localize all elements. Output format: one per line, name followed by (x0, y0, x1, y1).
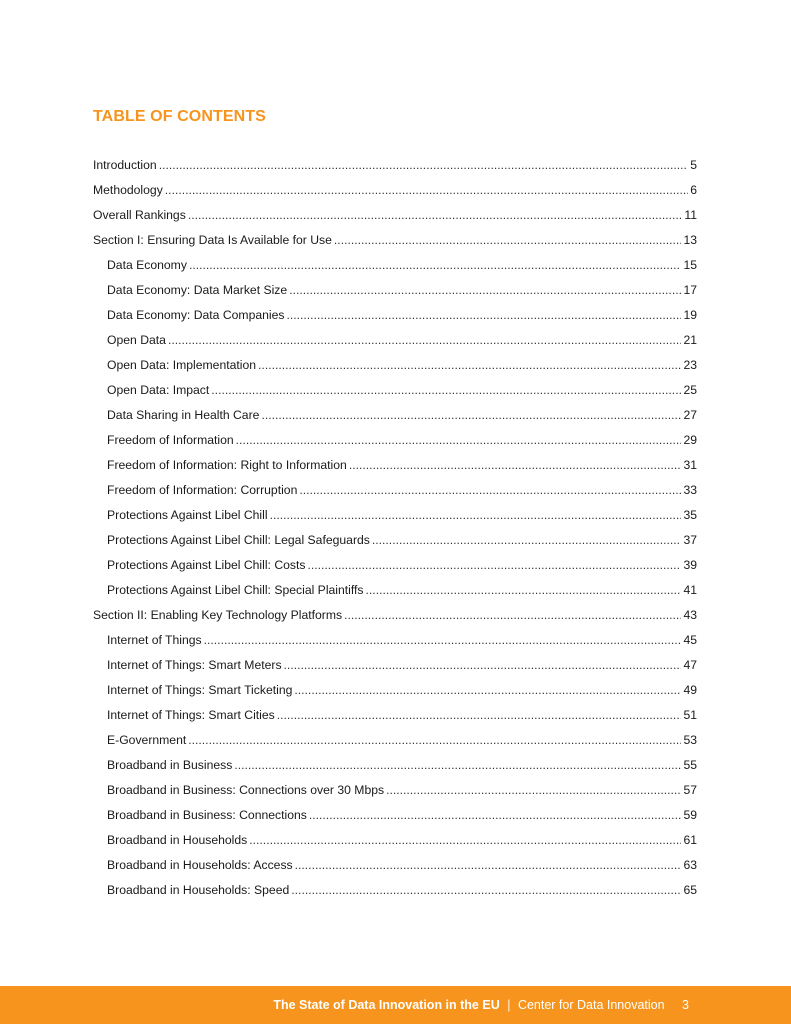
toc-entry[interactable] (93, 628, 697, 653)
toc-dot-leader (188, 203, 683, 228)
toc-dot-leader (270, 503, 682, 528)
toc-entry[interactable] (93, 278, 697, 303)
toc-entry-page: 29 (683, 433, 697, 447)
toc-entry-page: 25 (683, 383, 697, 397)
toc-entry-label: Open Data: Impact (107, 383, 210, 397)
toc-dot-leader (284, 653, 682, 678)
toc-entry[interactable] (93, 828, 697, 853)
toc-entry-label: Data Economy: Data Companies (107, 308, 285, 322)
footer-text (273, 986, 689, 1024)
toc-entry-label: Broadband in Households: Speed (107, 883, 290, 897)
toc-entry[interactable] (93, 728, 697, 753)
toc-entry-label: Protections Against Libel Chill: Special Plaintiffs (107, 583, 364, 597)
toc-entry[interactable] (93, 703, 697, 728)
toc-dot-leader (349, 453, 682, 478)
toc-dot-leader (211, 378, 681, 403)
toc-dot-leader (249, 828, 681, 853)
toc-entry-label: Broadband in Business (107, 758, 233, 772)
toc-entry-page: 39 (683, 558, 697, 572)
toc-entry-page: 41 (683, 583, 697, 597)
toc-entry[interactable] (93, 778, 697, 803)
toc-entry-page: 31 (683, 458, 697, 472)
toc-entry-label: Introduction (93, 158, 157, 172)
toc-entry[interactable] (93, 378, 697, 403)
toc-entry-label: Internet of Things: Smart Cities (107, 708, 275, 722)
toc-entry[interactable] (93, 428, 697, 453)
toc-entry-label: Freedom of Information: Right to Information (107, 458, 347, 472)
toc-dot-leader (168, 328, 681, 353)
toc-entry-page: 63 (683, 858, 697, 872)
toc-dot-leader (291, 878, 681, 903)
toc-entry-label: E-Government (107, 733, 187, 747)
toc-entry[interactable] (93, 328, 697, 353)
toc-entry-label: Data Economy (107, 258, 187, 272)
toc-entry[interactable] (93, 203, 697, 228)
toc-entry-label: Overall Rankings (93, 208, 186, 222)
toc-entry-page: 57 (683, 783, 697, 797)
toc-dot-leader (299, 478, 681, 503)
toc-entry-page: 19 (683, 308, 697, 322)
toc-entry[interactable] (93, 453, 697, 478)
toc-entry-page: 15 (683, 258, 697, 272)
toc-entry[interactable] (93, 353, 697, 378)
footer-page-number: 3 (682, 998, 689, 1012)
toc-entry[interactable] (93, 803, 697, 828)
toc-entry[interactable] (93, 578, 697, 603)
toc-dot-leader (189, 253, 682, 278)
toc-entry-label: Broadband in Households (107, 833, 248, 847)
toc-entry[interactable] (93, 178, 697, 203)
toc-dot-leader (386, 778, 681, 803)
toc-entry-page: 49 (683, 683, 697, 697)
toc-entry-page: 35 (683, 508, 697, 522)
toc-entry[interactable] (93, 653, 697, 678)
toc-dot-leader (309, 803, 682, 828)
toc-entry[interactable] (93, 503, 697, 528)
toc-dot-leader (277, 703, 682, 728)
footer-organization: Center for Data Innovation (517, 998, 665, 1012)
footer-separator: | (507, 998, 511, 1012)
toc-dot-leader (307, 553, 681, 578)
toc-entry-label: Broadband in Business: Connections (107, 808, 307, 822)
toc-entry-label: Freedom of Information (107, 433, 234, 447)
toc-entry-page: 5 (690, 158, 697, 172)
toc-dot-leader (344, 603, 681, 628)
toc-entry[interactable] (93, 403, 697, 428)
toc-entry[interactable] (93, 478, 697, 503)
toc-entry[interactable] (93, 528, 697, 553)
toc-entry-page: 23 (683, 358, 697, 372)
toc-entry[interactable] (93, 228, 697, 253)
toc-entry-page: 51 (683, 708, 697, 722)
toc-entry-label: Protections Against Libel Chill: Costs (107, 558, 306, 572)
toc-entry[interactable] (93, 303, 697, 328)
toc-entry[interactable] (93, 878, 697, 903)
toc-entry-label: Section II: Enabling Key Technology Platforms (93, 608, 343, 622)
toc-entry-page: 47 (683, 658, 697, 672)
toc-entry-label: Methodology (93, 183, 163, 197)
toc-list (93, 153, 697, 903)
toc-entry-page: 6 (690, 183, 697, 197)
toc-entry-label: Section I: Ensuring Data Is Available for Use (93, 233, 332, 247)
toc-entry-label: Data Sharing in Health Care (107, 408, 260, 422)
toc-entry-page: 43 (683, 608, 697, 622)
toc-dot-leader (294, 678, 681, 703)
toc-dot-leader (165, 178, 688, 203)
toc-entry-label: Protections Against Libel Chill: Legal Safeguards (107, 533, 370, 547)
toc-entry-label: Freedom of Information: Corruption (107, 483, 298, 497)
page-footer (0, 986, 791, 1024)
toc-dot-leader (234, 753, 681, 778)
toc-entry-page: 65 (683, 883, 697, 897)
toc-entry-label: Data Economy: Data Market Size (107, 283, 288, 297)
toc-entry-label: Open Data: Implementation (107, 358, 257, 372)
toc-entry[interactable] (93, 678, 697, 703)
toc-entry-label: Broadband in Business: Connections over 30 Mbps (107, 783, 385, 797)
toc-dot-leader (295, 853, 682, 878)
toc-entry-page: 11 (684, 208, 697, 222)
toc-entry-page: 55 (683, 758, 697, 772)
toc-entry-label: Internet of Things (107, 633, 202, 647)
toc-entry-page: 27 (683, 408, 697, 422)
toc-entry-page: 59 (683, 808, 697, 822)
toc-entry-page: 37 (683, 533, 697, 547)
toc-entry-page: 45 (683, 633, 697, 647)
toc-entry-label: Internet of Things: Smart Meters (107, 658, 282, 672)
footer-report-title: The State of Data Innovation in the EU (273, 998, 500, 1012)
toc-dot-leader (372, 528, 682, 553)
toc-dot-leader (261, 403, 681, 428)
toc-dot-leader (159, 153, 689, 178)
toc-entry-page: 53 (683, 733, 697, 747)
toc-dot-leader (236, 428, 682, 453)
toc-entry-page: 33 (683, 483, 697, 497)
toc-dot-leader (289, 278, 681, 303)
toc-title: TABLE OF CONTENTS (93, 108, 266, 125)
toc-entry[interactable] (93, 603, 697, 628)
toc-entry[interactable] (93, 153, 697, 178)
toc-entry-label: Broadband in Households: Access (107, 858, 293, 872)
toc-dot-leader (286, 303, 681, 328)
toc-dot-leader (366, 578, 682, 603)
toc-entry[interactable] (93, 753, 697, 778)
toc-dot-leader (188, 728, 681, 753)
toc-entry-page: 17 (683, 283, 697, 297)
toc-entry[interactable] (93, 253, 697, 278)
toc-entry-page: 61 (683, 833, 697, 847)
toc-entry-label: Protections Against Libel Chill (107, 508, 268, 522)
toc-entry-label: Internet of Things: Smart Ticketing (107, 683, 293, 697)
toc-entry-label: Open Data (107, 333, 166, 347)
toc-dot-leader (334, 228, 682, 253)
toc-entry-page: 21 (683, 333, 697, 347)
toc-dot-leader (204, 628, 682, 653)
toc-entry[interactable] (93, 553, 697, 578)
toc-entry-page: 13 (683, 233, 697, 247)
toc-entry[interactable] (93, 853, 697, 878)
toc-dot-leader (258, 353, 681, 378)
